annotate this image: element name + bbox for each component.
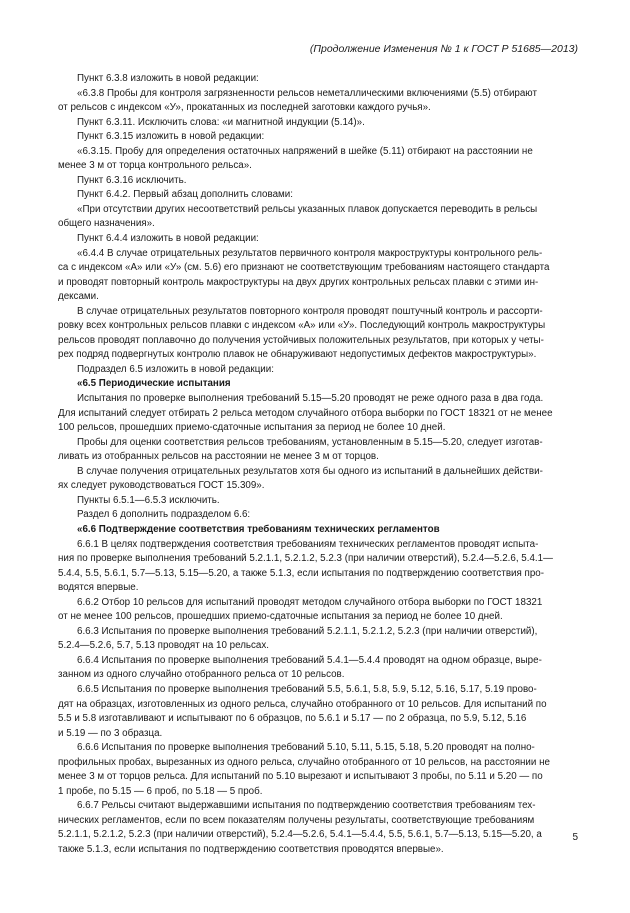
text-line: менее 3 м от торцов рельса. Для испытаний по 5.10 вырезают и испытывают 3 пробы, по 5.11 и 5.20 — по [58, 771, 543, 783]
text-line: Пункт 6.4.2. Первый абзац дополнить словами: [77, 189, 293, 201]
text-line: от не менее 100 рельсов, прошедших приемо-сдаточные испытания за период не более 10 дней. [58, 611, 503, 623]
text-line: профильных пробах, вырезанных из одного рельса, случайно отобранного от 10 рельсов, на расстоянии не [58, 756, 550, 768]
text-line: дексами. [58, 291, 99, 303]
text-line: и 5.19 — по 3 образца. [58, 727, 163, 739]
text-line: менее 3 м от торца контрольного рельса». [58, 160, 252, 172]
text-line: В случае получения отрицательных результатов хотя бы одного из испытаний в дальнейших действи- [77, 465, 543, 477]
text-line: и проводят повторный контроль макроструктуры на двух других контрольных рельсах плавки с этими ин- [58, 276, 539, 288]
text-line: водятся впервые. [58, 582, 139, 594]
text-line: Пункт 6.3.16 исключить. [77, 174, 187, 186]
text-line: Раздел 6 дополнить подразделом 6.6: [77, 509, 251, 521]
text-line: Для испытаний следует отбирать 2 рельса методом случайного отбора выборки по ГОСТ 18321 от не менее [58, 407, 553, 419]
text-line: Испытания по проверке выполнения требований 5.15—5.20 проводят не реже одного раза в два года. [77, 393, 544, 405]
text-line: 100 рельсов, прошедших приемо-сдаточные испытания за период не более 10 дней. [58, 422, 446, 434]
text-line: Пункт 6.3.8 изложить в новой редакции: [77, 73, 259, 84]
text-line: В случае отрицательных результатов повторного контроля проводят поштучный контроль и рассорти- [77, 305, 543, 317]
text-line: ровку всех контрольных рельсов плавки с индексом «А» или «У». Последующий контроль макроструктуры [58, 320, 546, 332]
text-line: 6.6.3 Испытания по проверке выполнения требований 5.2.1.1, 5.2.1.2, 5.2.3 (при наличии отверстий), [77, 625, 538, 637]
text-line: ливать из отобранных рельсов на расстоянии не менее 3 м от торцов. [58, 451, 379, 463]
document-body [58, 72, 584, 858]
text-line: 6.6.4 Испытания по проверке выполнения требований 5.4.1—5.4.4 проводят на одном образце, выре- [77, 654, 542, 666]
text-line: Пункты 6.5.1—6.5.3 исключить. [77, 494, 220, 506]
text-line: занном из одного случайно отобранного рельса от 10 рельсов. [58, 669, 345, 681]
text-line: 6.6.1 В целях подтверждения соответствия требованиям технических регламентов проводят испыта- [77, 538, 539, 550]
text-line: дят на образцах, изготовленных из одного рельса, случайно отобранного от 10 рельсов. Для испытаний по [58, 698, 547, 710]
text-line: Пробы для оценки соответствия рельсов требованиям, установленным в 5.15—5.20, следует изготав- [77, 436, 543, 448]
text-line: 5.2.4—5.2.6, 5.7, 5.13 проводят на 10 рельсах. [58, 640, 269, 652]
text-line: «6.3.15. Пробу для определения остаточных напряжений в шейке (5.11) отбирают на расстоянии не [77, 145, 533, 157]
text-line: 6.6.2 Отбор 10 рельсов для испытаний проводят методом случайного отбора выборки по ГОСТ 18321 [77, 596, 543, 608]
text-line: ния по проверке выполнения требований 5.2.1.1, 5.2.1.2, 5.2.3 (при наличии отверстий), 5.2.4—5.2.6, 5.4.1— [58, 553, 553, 565]
text-line: 5.2.1.1, 5.2.1.2, 5.2.3 (при наличии отверстий), 5.2.4—5.2.6, 5.4.1—5.4.4, 5.5, 5.6.1, 5.7—5.13, 5.15—5.20, а [58, 829, 542, 841]
text-line: «При отсутствии других несоответствий рельсы указанных плавок допускается переводить в рельсы [77, 203, 538, 215]
text-line: 6.6.7 Рельсы считают выдержавшими испытания по подтверждению соответствия требованиям тех- [77, 800, 536, 812]
text-line: ях следует руководствоваться ГОСТ 15.309». [58, 480, 265, 492]
text-line: 5.5 и 5.8 изготавливают и испытывают по 6 образцов, по 5.6.1 и 5.17 — по 2 образца, по 5.9, 5.12, 5.16 [58, 713, 527, 725]
text-line: также 5.1.3, если испытания по подтверждению соответствия проводятся впервые». [58, 843, 444, 855]
text-line: 5.4.4, 5.5, 5.6.1, 5.7—5.13, 5.15—5.20, а также 5.1.3, если испытания по подтверждению соответствия про- [58, 567, 544, 579]
text-line: 1 пробе, по 5.15 — 6 проб, по 5.18 — 5 проб. [58, 785, 263, 797]
text-line: общего назначения». [58, 218, 155, 230]
text-line: «6.3.8 Пробы для контроля загрязненности рельсов неметаллическими включениями (5.5) отбирают [77, 87, 537, 99]
text-line: нических регламентов, если по всем показателям получены результаты, соответствующие требованиям [58, 814, 535, 826]
page-number: 5 [572, 832, 578, 843]
text-line: от рельсов с индексом «У», прокатанных из последней заготовки каждого ручья». [58, 102, 431, 114]
running-header: (Продолжение Изменения № 1 к ГОСТ Р 51685—2013) [309, 43, 578, 55]
text-line: Пункт 6.3.11. Исключить слова: «и магнитной индукции (5.14)». [77, 116, 365, 128]
section-heading-line: «6.6 Подтверждение соответствия требованиям технических регламентов [77, 523, 440, 535]
text-line: рельсов проводят поплавочно до получения устойчивых положительных результатов, при которых у четы- [58, 334, 544, 346]
text-line: са с индексом «А» или «У» (см. 5.6) его признают не соответствующим требованиям настоящего стандарта [58, 262, 550, 274]
section-heading-line: «6.5 Периодические испытания [77, 378, 231, 390]
text-line: Пункт 6.3.15 изложить в новой редакции: [77, 131, 265, 143]
text-line: Пункт 6.4.4 изложить в новой редакции: [77, 233, 259, 245]
text-line: рех подряд подвергнутых контролю плавок не обнаруживают недопустимых дефектов макроструктуры». [58, 349, 537, 361]
text-line: 6.6.5 Испытания по проверке выполнения требований 5.5, 5.6.1, 5.8, 5.9, 5.12, 5.16, 5.17, 5.19 прово- [77, 683, 537, 695]
text-line: 6.6.6 Испытания по проверке выполнения требований 5.10, 5.11, 5.15, 5.18, 5.20 проводят на полно- [77, 742, 535, 754]
text-line: Подраздел 6.5 изложить в новой редакции: [77, 363, 274, 375]
text-line: «6.4.4 В случае отрицательных результатов первичного контроля макроструктуры контрольного рель- [77, 247, 543, 259]
